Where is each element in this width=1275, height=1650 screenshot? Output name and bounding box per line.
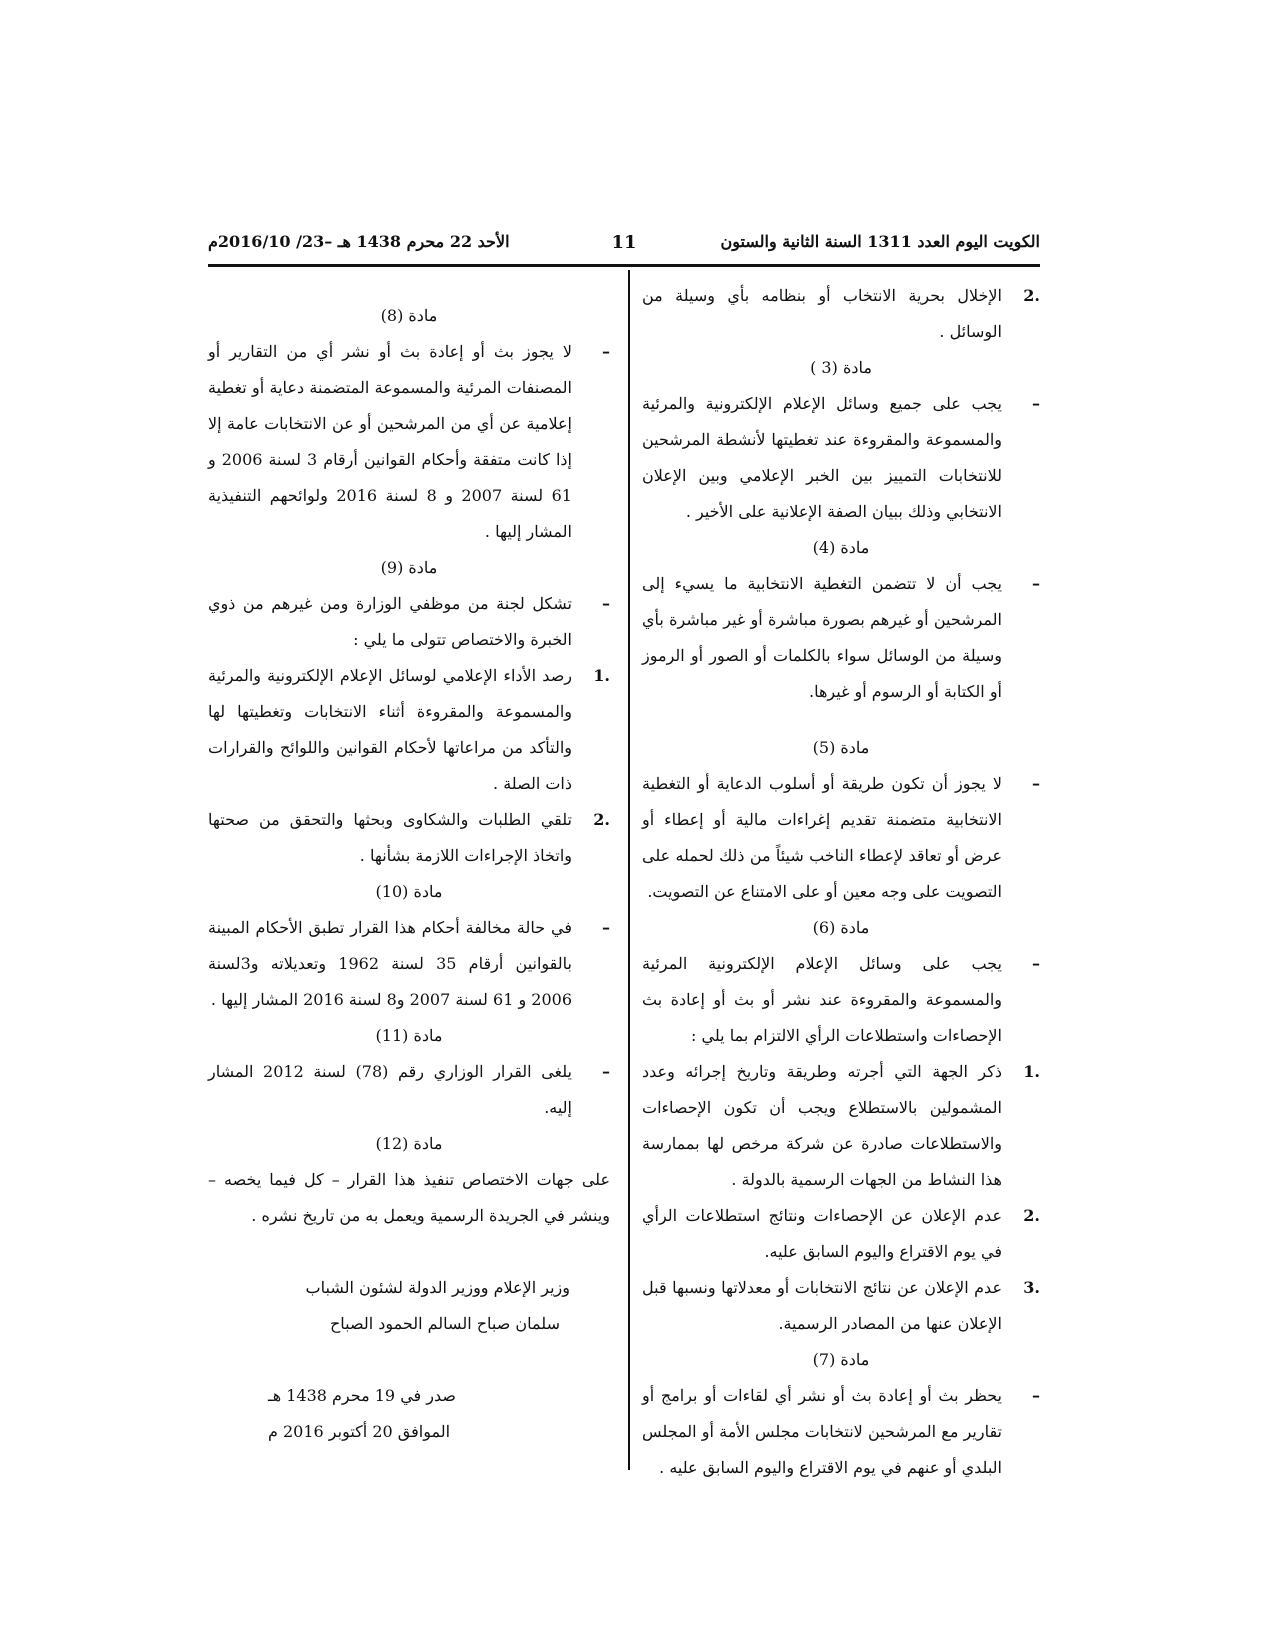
issue-gregorian-date: الموافق 20 أكتوبر 2016 م	[268, 1422, 451, 1441]
article-text: – لا يجوز أن تكون طريقة أو أسلوب الدعاية أو التغطية الانتخابية متضمنة تقديم إغراءات مالية أو إعطاء أو عرض أو تعاقد لإعطاء الناخب شيئاً من ذلك لحمله على التصويت على وجه معين أو على الامتناع عن التصويت.	[642, 774, 1040, 901]
page-header	[208, 232, 1040, 258]
list-item: .2 الإخلال بحرية الانتخاب أو بنظامه بأي وسيلة من الوسائل .	[642, 286, 1040, 341]
article-text: – يجب على جميع وسائل الإعلام الإلكترونية والمرئية والمسموعة والمقروءة عند تغطيتها لأنشطة المرشحين للانتخابات التمييز بين الخبر الإعلامي وبين الإعلان الانتخابي وذلك ببيان الصفة الإعلانية على الأخير .	[642, 394, 1040, 521]
article-title: مادة (4)	[812, 538, 870, 557]
column-divider	[628, 270, 630, 1470]
article-title: مادة (5)	[812, 738, 870, 757]
article-title: مادة (9)	[380, 558, 438, 577]
article-title: مادة (7)	[812, 1350, 870, 1369]
article-text: – يلغى القرار الوزاري رقم (78) لسنة 2012 المشار إليه.	[208, 1062, 610, 1117]
issue-date: الأحد 22 محرم 1438 هـ –23/ 2016/10م	[208, 232, 510, 251]
list-item: .2 تلقي الطلبات والشكاوى وبحثها والتحقق من صحتها واتخاذ الإجراءات اللازمة بشأنها .	[208, 810, 610, 865]
list-item: .3 عدم الإعلان عن نتائج الانتخابات أو معدلاتها ونسبها قبل الإعلان عنها من المصادر الرسمية.	[642, 1278, 1040, 1333]
article-text: – لا يجوز بث أو إعادة بث أو نشر أي من التقارير أو المصنفات المرئية والمسموعة المتضمنة دعاية أو تغطية إعلامية عن أي من المرشحين أو عن الانتخابات عامة إلا إذا كانت متفقة وأحكام القوانين أرقام 3 لسنة 2006 و 61 لسنة 2007 و 8 لسنة 2016 ولوائحهم التنفيذية المشار إليها .	[208, 342, 610, 541]
list-item: .1 رصد الأداء الإعلامي لوسائل الإعلام الإلكترونية والمرئية والمسموعة والمقروءة أثناء الانتخابات وتغطيتها لها والتأكد من مراعاتها لأحكام القوانين واللوائح والقرارات ذات الصلة .	[208, 666, 610, 793]
article-text: – يجب أن لا تتضمن التغطية الانتخابية ما يسيء إلى المرشحين أو غيرهم بصورة مباشرة أو غير مباشرة بأي وسيلة من الوسائل سواء بالكلمات أو الصور أو الرموز أو الكتابة أو الرسوم أو غيرها.	[642, 574, 1040, 701]
signatory-name: سلمان صباح السالم الحمود الصباح	[329, 1314, 560, 1333]
page-number: 11	[611, 232, 637, 253]
list-item: .1 ذكر الجهة التي أجرته وطريقة وتاريخ إجرائه وعدد المشمولين بالاستطلاع ويجب أن تكون الإحصاءات والاستطلاعات صادرة عن شركة مرخص لها بممارسة هذا النشاط من الجهات الرسمية بالدولة .	[642, 1062, 1040, 1189]
list-item: .2 عدم الإعلان عن الإحصاءات ونتائج استطلاعات الرأي في يوم الاقتراع واليوم السابق عليه.	[642, 1206, 1040, 1261]
article-text: – يحظر بث أو إعادة بث أو نشر أي لقاءات أو برامج أو تقارير مع المرشحين لانتخابات مجلس الأمة أو المجلس البلدي أو عنهم في يوم الاقتراع واليوم السابق عليه .	[642, 1386, 1040, 1477]
left-column	[208, 278, 610, 1450]
gazette-issue-info: الكويت اليوم العدد 1311 السنة الثانية والستون	[720, 232, 1040, 251]
article-title: مادة (8)	[380, 306, 438, 325]
article-title: مادة (6)	[812, 918, 870, 937]
article-text: – تشكل لجنة من موظفي الوزارة ومن غيرهم من ذوي الخبرة والاختصاص تتولى ما يلي :	[208, 594, 610, 649]
article-title: مادة (10)	[375, 882, 443, 901]
signatory-title: وزير الإعلام ووزير الدولة لشئون الشباب	[305, 1278, 570, 1297]
issue-hijri-date: صدر في 19 محرم 1438 هـ	[268, 1386, 456, 1405]
article-text: – يجب على وسائل الإعلام الإلكترونية المرئية والمسموعة والمقروءة عند نشر أو بث أو إعادة بث الإحصاءات واستطلاعات الرأي الالتزام بما يلي :	[642, 954, 1040, 1045]
article-title: مادة (11)	[375, 1026, 443, 1045]
article-title: مادة (12)	[375, 1134, 443, 1153]
right-column	[642, 278, 1040, 1486]
article-title: مادة (3 )	[810, 358, 872, 377]
article-text: – في حالة مخالفة أحكام هذا القرار تطبق الأحكام المبينة بالقوانين أرقام 35 لسنة 1962 وتعديلاته و3لسنة 2006 و 61 لسنة 2007 و8 لسنة 2016 المشار إليها .	[208, 918, 610, 1009]
article-text: على جهات الاختصاص تنفيذ هذا القرار – كل فيما يخصه – وينشر في الجريدة الرسمية ويعمل به من تاريخ نشره .	[208, 1170, 610, 1225]
header-rule	[208, 264, 1040, 267]
